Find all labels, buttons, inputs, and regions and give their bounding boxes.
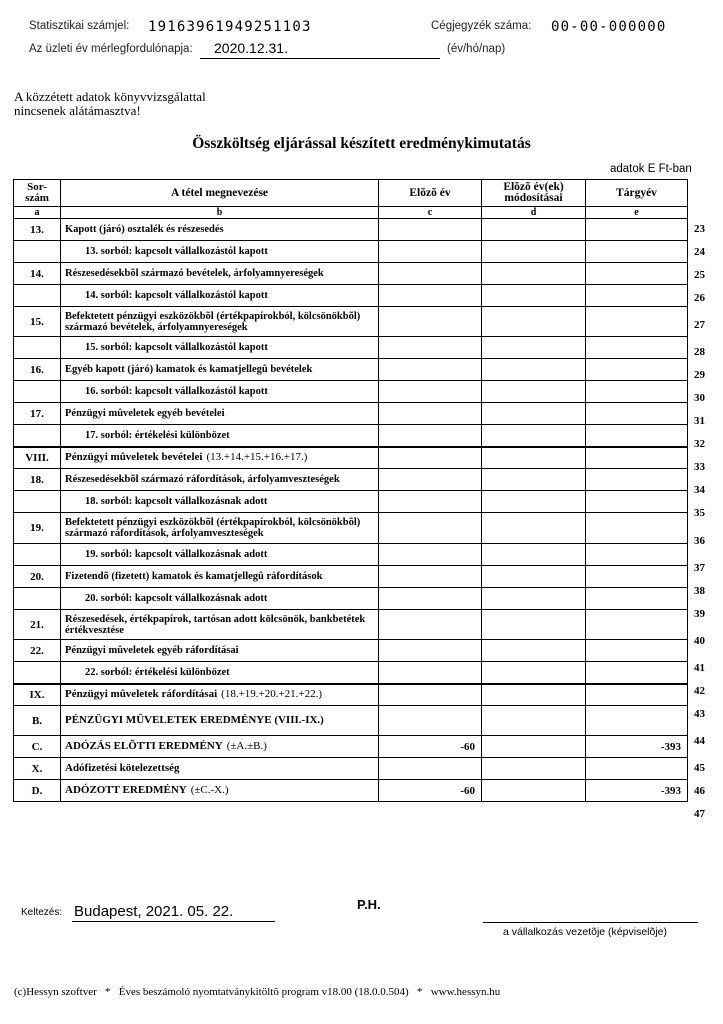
row-description bbox=[61, 403, 379, 425]
table-row bbox=[14, 491, 688, 513]
row-description bbox=[61, 662, 379, 684]
row-description bbox=[61, 285, 379, 307]
previous-year-value bbox=[379, 307, 482, 337]
row-description bbox=[61, 780, 379, 802]
current-year-value bbox=[586, 544, 688, 566]
row-label: 14. sorból: kapcsolt vállalkozástól kapott bbox=[85, 290, 268, 301]
row-description bbox=[61, 588, 379, 610]
letter-b: b bbox=[61, 207, 379, 219]
header-previous-year: Elõzõ év bbox=[379, 180, 482, 207]
current-year-value bbox=[586, 263, 688, 285]
row-label: Befektetett pénzügyi eszközökbõl (értékpapírokból, kölcsönökbõl) származó bevételek, árfolyamnyereségek bbox=[65, 310, 361, 333]
previous-year-value bbox=[379, 447, 482, 469]
table-row bbox=[14, 219, 688, 241]
row-number: 39 bbox=[694, 608, 705, 620]
row-description bbox=[61, 337, 379, 359]
header-row-number: Sor- szám bbox=[14, 180, 61, 207]
table-row bbox=[14, 736, 688, 758]
table-row bbox=[14, 662, 688, 684]
row-code bbox=[14, 381, 61, 403]
table-row bbox=[14, 780, 688, 802]
table-row bbox=[14, 469, 688, 491]
header-current-year: Tárgyév bbox=[586, 180, 688, 207]
row-label: 20. sorból: kapcsolt vállalkozásnak adott bbox=[85, 593, 268, 604]
row-code: C. bbox=[14, 736, 61, 758]
current-year-value bbox=[586, 307, 688, 337]
current-year-value bbox=[586, 758, 688, 780]
row-description bbox=[61, 736, 379, 758]
modification-value bbox=[482, 706, 586, 736]
current-year-value bbox=[586, 662, 688, 684]
table-row bbox=[14, 758, 688, 780]
row-code: 20. bbox=[14, 566, 61, 588]
table-row bbox=[14, 544, 688, 566]
previous-year-value bbox=[379, 640, 482, 662]
previous-year-value bbox=[379, 403, 482, 425]
current-year-value: -393 bbox=[586, 736, 688, 758]
row-label: ADÓZOTT EREDMÉNY bbox=[65, 784, 187, 796]
table-row bbox=[14, 588, 688, 610]
previous-year-value bbox=[379, 491, 482, 513]
row-code: 22. bbox=[14, 640, 61, 662]
row-number: 33 bbox=[694, 461, 705, 473]
row-label: 16. sorból: kapcsolt vállalkozástól kapott bbox=[85, 386, 268, 397]
letter-c: c bbox=[379, 207, 482, 219]
table-row bbox=[14, 241, 688, 263]
table-row bbox=[14, 513, 688, 544]
row-number: 42 bbox=[694, 685, 705, 697]
current-year-value bbox=[586, 684, 688, 706]
registry-number-label: Cégjegyzék száma: bbox=[431, 20, 532, 32]
current-year-value bbox=[586, 566, 688, 588]
table-row bbox=[14, 307, 688, 337]
row-label: Pénzügyi mûveletek egyéb ráfordításai bbox=[65, 645, 239, 656]
row-number: 38 bbox=[694, 585, 705, 597]
modification-value bbox=[482, 513, 586, 544]
modification-value bbox=[482, 780, 586, 802]
row-code: 13. bbox=[14, 219, 61, 241]
previous-year-value bbox=[379, 706, 482, 736]
table-row bbox=[14, 610, 688, 640]
modification-value bbox=[482, 684, 586, 706]
row-label: Egyéb kapott (járó) kamatok és kamatjellegû bevételek bbox=[65, 364, 313, 375]
modification-value bbox=[482, 491, 586, 513]
row-number: 41 bbox=[694, 662, 705, 674]
current-year-value bbox=[586, 219, 688, 241]
row-description bbox=[61, 219, 379, 241]
row-number: 44 bbox=[694, 735, 705, 747]
row-code: 21. bbox=[14, 610, 61, 640]
previous-year-value bbox=[379, 544, 482, 566]
current-year-value: -393 bbox=[586, 780, 688, 802]
row-number: 26 bbox=[694, 292, 705, 304]
modification-value bbox=[482, 285, 586, 307]
current-year-value bbox=[586, 513, 688, 544]
modification-value bbox=[482, 640, 586, 662]
previous-year-value bbox=[379, 425, 482, 447]
previous-year-value bbox=[379, 337, 482, 359]
previous-year-value bbox=[379, 381, 482, 403]
previous-year-value bbox=[379, 263, 482, 285]
row-description bbox=[61, 566, 379, 588]
current-year-value bbox=[586, 706, 688, 736]
row-description bbox=[61, 241, 379, 263]
stat-number-label: Statisztikai számjel: bbox=[29, 20, 130, 32]
row-description bbox=[61, 684, 379, 706]
previous-year-value bbox=[379, 513, 482, 544]
previous-year-value bbox=[379, 684, 482, 706]
balance-date-value: 2020.12.31. bbox=[200, 40, 440, 59]
row-description bbox=[61, 544, 379, 566]
table-row bbox=[14, 684, 688, 706]
row-code bbox=[14, 337, 61, 359]
table-row bbox=[14, 263, 688, 285]
previous-year-value bbox=[379, 566, 482, 588]
date-place-label: Keltezés: bbox=[21, 907, 63, 918]
stamp-placeholder: P.H. bbox=[357, 897, 381, 912]
modification-value bbox=[482, 588, 586, 610]
row-description bbox=[61, 381, 379, 403]
row-code: 19. bbox=[14, 513, 61, 544]
header-prior-modifications: Elõzõ év(ek) módosításai bbox=[482, 180, 586, 207]
row-code bbox=[14, 588, 61, 610]
current-year-value bbox=[586, 425, 688, 447]
row-formula: (18.+19.+20.+21.+22.) bbox=[221, 688, 323, 701]
previous-year-value bbox=[379, 758, 482, 780]
row-code: 17. bbox=[14, 403, 61, 425]
row-formula: (±C.-X.) bbox=[190, 784, 229, 796]
row-description bbox=[61, 425, 379, 447]
modification-value bbox=[482, 307, 586, 337]
previous-year-value bbox=[379, 469, 482, 491]
row-number: 36 bbox=[694, 534, 705, 547]
row-code bbox=[14, 241, 61, 263]
row-description bbox=[61, 706, 379, 736]
current-year-value bbox=[586, 447, 688, 469]
row-number: 46 bbox=[694, 785, 705, 797]
row-description bbox=[61, 447, 379, 469]
row-description bbox=[61, 610, 379, 640]
row-number: 43 bbox=[694, 708, 705, 720]
modification-value bbox=[482, 447, 586, 469]
current-year-value bbox=[586, 640, 688, 662]
date-place-value: Budapest, 2021. 05. 22. bbox=[72, 903, 275, 922]
table-row bbox=[14, 425, 688, 447]
current-year-value bbox=[586, 285, 688, 307]
row-description bbox=[61, 758, 379, 780]
row-number: 27 bbox=[694, 319, 705, 331]
signature-line bbox=[483, 922, 698, 923]
row-code bbox=[14, 285, 61, 307]
row-formula: (±A.±B.) bbox=[226, 740, 267, 752]
row-label: Részesedések, értékpapírok, tartósan adott kölcsönök, bankbetétek értékvesztése bbox=[65, 613, 366, 636]
row-label: Befektetett pénzügyi eszközökbõl (értékpapírokból, kölcsönökbõl) származó ráfordítások, árfolyamveszteségek bbox=[65, 517, 361, 539]
row-description bbox=[61, 513, 379, 544]
signature-caption: a vállalkozás vezetõje (képviselõje) bbox=[503, 926, 667, 938]
current-year-value bbox=[586, 491, 688, 513]
modification-value bbox=[482, 403, 586, 425]
modification-value bbox=[482, 219, 586, 241]
modification-value bbox=[482, 610, 586, 640]
audit-notice-line1: A közzétett adatok könyvvizsgálattal bbox=[14, 89, 206, 104]
row-label: Pénzügyi mûveletek bevételei bbox=[65, 451, 203, 464]
table-row bbox=[14, 403, 688, 425]
modification-value bbox=[482, 359, 586, 381]
letter-e: e bbox=[586, 207, 688, 219]
row-label: 17. sorból: értékelési különbözet bbox=[85, 429, 230, 441]
table-row bbox=[14, 285, 688, 307]
modification-value bbox=[482, 544, 586, 566]
row-description bbox=[61, 263, 379, 285]
modification-value bbox=[482, 337, 586, 359]
previous-year-value bbox=[379, 662, 482, 684]
current-year-value bbox=[586, 610, 688, 640]
row-label: PÉNZÜGYI MÛVELETEK EREDMÉNYE (VIII.-IX.) bbox=[65, 714, 324, 726]
modification-value bbox=[482, 263, 586, 285]
previous-year-value: -60 bbox=[379, 736, 482, 758]
row-label: ADÓZÁS ELÕTTI EREDMÉNY bbox=[65, 740, 223, 752]
current-year-value bbox=[586, 381, 688, 403]
row-code: 18. bbox=[14, 469, 61, 491]
row-code: D. bbox=[14, 780, 61, 802]
current-year-value bbox=[586, 241, 688, 263]
row-number: 24 bbox=[694, 246, 705, 258]
row-code: 16. bbox=[14, 359, 61, 381]
previous-year-value bbox=[379, 588, 482, 610]
date-format-hint: (év/hó/nap) bbox=[447, 43, 506, 55]
modification-value bbox=[482, 469, 586, 491]
row-formula: (13.+14.+15.+16.+17.) bbox=[206, 451, 308, 464]
row-number: 32 bbox=[694, 438, 705, 450]
row-number: 47 bbox=[694, 808, 705, 820]
table-row bbox=[14, 447, 688, 469]
row-label: 22. sorból: értékelési különbözet bbox=[85, 666, 230, 678]
header-description: A tétel megnevezése bbox=[61, 180, 379, 207]
modification-value bbox=[482, 736, 586, 758]
row-label: Fizetendõ (fizetett) kamatok és kamatjellegû ráfordítások bbox=[65, 571, 323, 582]
row-code: 14. bbox=[14, 263, 61, 285]
row-label: 15. sorból: kapcsolt vállalkozástól kapott bbox=[85, 342, 268, 353]
row-code: 15. bbox=[14, 307, 61, 337]
row-label: 18. sorból: kapcsolt vállalkozásnak adott bbox=[85, 496, 268, 507]
audit-notice-line2: nincsenek alátámasztva! bbox=[14, 103, 141, 118]
previous-year-value bbox=[379, 241, 482, 263]
previous-year-value bbox=[379, 610, 482, 640]
row-number: 30 bbox=[694, 392, 705, 404]
registry-number-value: 00-00-000000 bbox=[551, 19, 667, 35]
row-number: 31 bbox=[694, 415, 705, 427]
row-number: 37 bbox=[694, 562, 705, 574]
income-statement-table bbox=[13, 179, 688, 802]
row-label: Kapott (járó) osztalék és részesedés bbox=[65, 224, 224, 235]
row-description bbox=[61, 359, 379, 381]
row-label: Adófizetési kötelezettség bbox=[65, 762, 180, 774]
current-year-value bbox=[586, 403, 688, 425]
row-number: 23 bbox=[694, 223, 705, 235]
row-code: VIII. bbox=[14, 447, 61, 469]
row-label: 19. sorból: kapcsolt vállalkozásnak adott bbox=[85, 549, 268, 560]
row-number: 45 bbox=[694, 762, 705, 774]
modification-value bbox=[482, 241, 586, 263]
previous-year-value bbox=[379, 285, 482, 307]
audit-notice bbox=[14, 90, 206, 118]
row-label: 13. sorból: kapcsolt vállalkozástól kapott bbox=[85, 246, 268, 257]
row-description bbox=[61, 640, 379, 662]
row-number: 29 bbox=[694, 369, 705, 381]
modification-value bbox=[482, 758, 586, 780]
modification-value bbox=[482, 381, 586, 403]
unit-note: adatok E Ft-ban bbox=[610, 163, 692, 175]
row-code: B. bbox=[14, 706, 61, 736]
row-label: Részesedésekbõl származó bevételek, árfolyamnyereségek bbox=[65, 268, 324, 279]
row-label: Pénzügyi mûveletek ráfordításai bbox=[65, 688, 218, 701]
row-code bbox=[14, 491, 61, 513]
row-number: 40 bbox=[694, 635, 705, 647]
current-year-value bbox=[586, 337, 688, 359]
row-label: Pénzügyi mûveletek egyéb bevételei bbox=[65, 408, 225, 419]
software-credit: (c)Hessyn szoftver * Éves beszámoló nyomtatványkitöltõ program v18.00 (18.0.0.504) * www.hessyn.hu bbox=[14, 986, 501, 998]
report-title: Összköltség eljárással készített eredménykimutatás bbox=[192, 135, 531, 152]
previous-year-value: -60 bbox=[379, 780, 482, 802]
previous-year-value bbox=[379, 219, 482, 241]
balance-date-label: Az üzleti év mérlegfordulónapja: bbox=[29, 43, 193, 55]
stat-number-value: 19163961949251103 bbox=[148, 19, 312, 35]
table-row bbox=[14, 566, 688, 588]
modification-value bbox=[482, 425, 586, 447]
row-number: 25 bbox=[694, 269, 705, 281]
letter-a: a bbox=[14, 207, 61, 219]
previous-year-value bbox=[379, 359, 482, 381]
row-description bbox=[61, 491, 379, 513]
row-description bbox=[61, 307, 379, 337]
row-description bbox=[61, 469, 379, 491]
row-number: 35 bbox=[694, 507, 705, 519]
modification-value bbox=[482, 662, 586, 684]
table-row bbox=[14, 706, 688, 736]
current-year-value bbox=[586, 469, 688, 491]
table-row bbox=[14, 359, 688, 381]
table-row bbox=[14, 381, 688, 403]
row-code: X. bbox=[14, 758, 61, 780]
table-row bbox=[14, 337, 688, 359]
row-number: 34 bbox=[694, 484, 705, 496]
row-code bbox=[14, 425, 61, 447]
row-number: 28 bbox=[694, 346, 705, 358]
letter-d: d bbox=[482, 207, 586, 219]
row-code bbox=[14, 662, 61, 684]
current-year-value bbox=[586, 588, 688, 610]
row-label: Részesedésekbõl származó ráfordítások, árfolyamveszteségek bbox=[65, 474, 340, 485]
current-year-value bbox=[586, 359, 688, 381]
row-code bbox=[14, 544, 61, 566]
row-code: IX. bbox=[14, 684, 61, 706]
modification-value bbox=[482, 566, 586, 588]
table-row bbox=[14, 640, 688, 662]
